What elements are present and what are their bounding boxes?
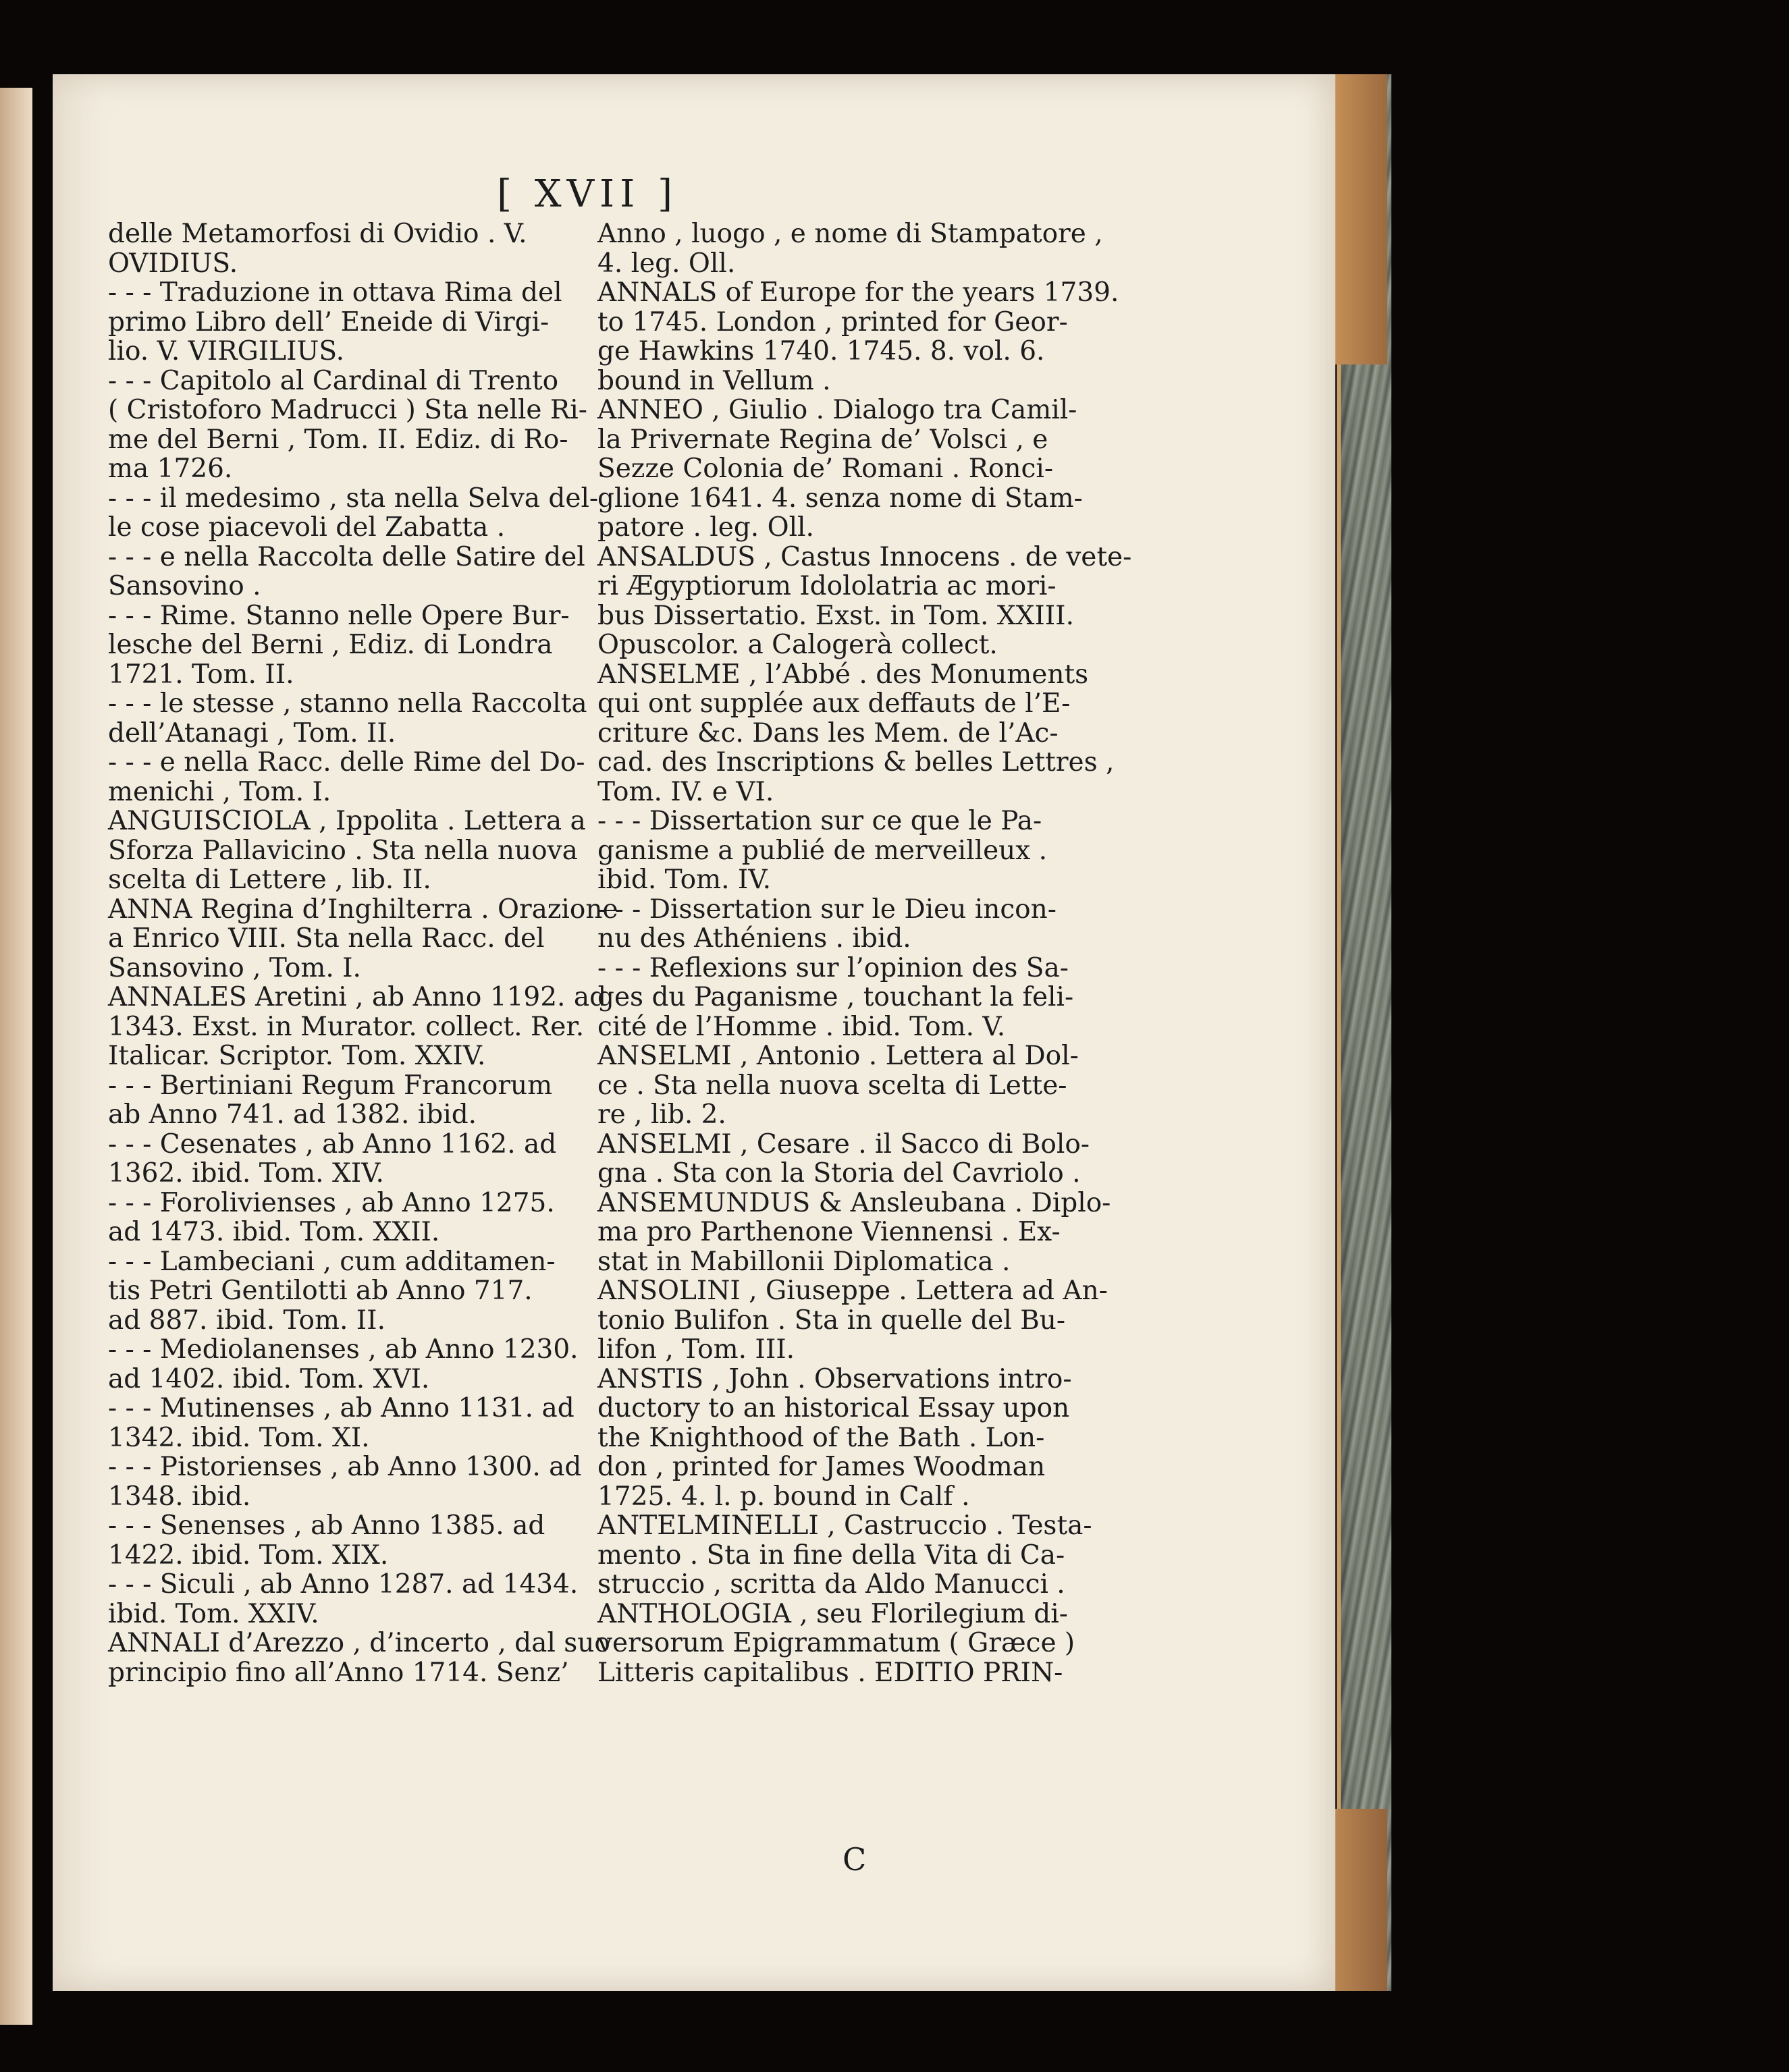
right-column-line: ANSELME , l’Abbé . des Monuments xyxy=(597,659,1089,690)
left-column-line: 1422. ibid. Tom. XIX. xyxy=(108,1539,389,1571)
right-column-line: ANTELMINELLI , Castruccio . Testa- xyxy=(597,1510,1092,1541)
left-column-line: dell’Atanagi , Tom. II. xyxy=(108,717,396,748)
right-column-line: cité de l’Homme . ibid. Tom. V. xyxy=(597,1011,1006,1042)
right-column-line: ANNALS of Europe for the years 1739. xyxy=(597,277,1119,308)
left-column-line: a Enrico VIII. Sta nella Racc. del xyxy=(108,923,545,954)
left-column-line: 1348. ibid. xyxy=(108,1481,251,1512)
left-column-line: - - - Rime. Stanno nelle Opere Bur- xyxy=(108,600,570,631)
right-column-line: cad. des Inscriptions & belles Lettres , xyxy=(597,747,1115,778)
right-column-line: qui ont supplée aux deffauts de l’E- xyxy=(597,688,1071,719)
left-column-line: 1343. Exst. in Murator. collect. Rer. xyxy=(108,1011,585,1042)
right-column-line: Tom. IV. e VI. xyxy=(597,776,774,807)
left-column-line: lesche del Berni , Ediz. di Londra xyxy=(108,630,553,660)
left-column-line: ma 1726. xyxy=(108,454,233,484)
right-column-line: ANSTIS , John . Observations intro- xyxy=(597,1363,1072,1394)
left-column-line: - - - e nella Racc. delle Rime del Do- xyxy=(108,747,585,778)
right-column-line: Opuscolor. a Calogerà collect. xyxy=(597,630,998,660)
right-column-line: bound in Vellum . xyxy=(597,365,831,396)
left-column-line: - - - Bertiniani Regum Francorum xyxy=(108,1070,553,1101)
left-column-line: 1721. Tom. II. xyxy=(108,659,294,690)
right-column-line: bus Dissertatio. Exst. in Tom. XXIII. xyxy=(597,600,1074,631)
left-column-line: - - - le stesse , stanno nella Raccolta xyxy=(108,688,587,719)
right-column-line: gna . Sta con la Storia del Cavriolo . xyxy=(597,1158,1081,1189)
left-column-line: - - - Pistorienses , ab Anno 1300. ad xyxy=(108,1452,582,1482)
right-column-line: ge Hawkins 1740. 1745. 8. vol. 6. xyxy=(597,336,1045,366)
right-column-line: ges du Paganisme , touchant la feli- xyxy=(597,982,1074,1012)
right-column-line: criture &c. Dans les Mem. de l’Ac- xyxy=(597,717,1059,748)
right-column-line: to 1745. London , printed for Geor- xyxy=(597,306,1068,337)
left-column-line: - - - Senenses , ab Anno 1385. ad xyxy=(108,1510,545,1541)
left-column-line: ad 1402. ibid. Tom. XVI. xyxy=(108,1363,430,1394)
right-column-line: ANSALDUS , Castus Innocens . de vete- xyxy=(597,541,1132,572)
left-column-line: scelta di Lettere , lib. II. xyxy=(108,865,431,895)
left-column-line: Italicar. Scriptor. Tom. XXIV. xyxy=(108,1041,486,1071)
right-column-line: - - - Dissertation sur le Dieu incon- xyxy=(597,894,1057,925)
right-column-line: 1725. 4. l. p. bound in Calf . xyxy=(597,1481,970,1512)
right-column-line: ANTHOLOGIA , seu Florilegium di- xyxy=(597,1598,1068,1629)
right-column-line: ganisme a publié de merveilleux . xyxy=(597,835,1048,866)
left-column-line: Sforza Pallavicino . Sta nella nuova xyxy=(108,835,578,866)
left-column-line: 1342. ibid. Tom. XI. xyxy=(108,1422,370,1453)
right-column-line: don , printed for James Woodman xyxy=(597,1452,1046,1482)
left-column-line: ab Anno 741. ad 1382. ibid. xyxy=(108,1099,477,1130)
left-column xyxy=(108,219,618,1688)
right-column-line: ce . Sta nella nuova scelta di Lette- xyxy=(597,1070,1067,1101)
right-column-line: struccio , scritta da Aldo Manucci . xyxy=(597,1569,1065,1600)
right-column-line: ANSEMUNDUS & Ansleubana . Diplo- xyxy=(597,1187,1111,1218)
left-column-line: - - - Forolivienses , ab Anno 1275. xyxy=(108,1187,555,1218)
left-column-line: - - - il medesimo , sta nella Selva del- xyxy=(108,483,599,514)
left-column-line: ANNALI d’Arezzo , d’incerto , dal suo xyxy=(108,1628,610,1658)
right-column xyxy=(597,219,1132,1688)
left-column-line: - - - Traduzione in ottava Rima del xyxy=(108,277,562,308)
right-column-line: - - - Dissertation sur ce que le Pa- xyxy=(597,806,1042,836)
right-column-line: glione 1641. 4. senza nome di Stam- xyxy=(597,483,1083,514)
right-column-line: lifon , Tom. III. xyxy=(597,1334,795,1365)
right-column-line: tonio Bulifon . Sta in quelle del Bu- xyxy=(597,1305,1066,1336)
left-column-line: primo Libro dell’ Eneide di Virgi- xyxy=(108,306,550,337)
right-column-line: mento . Sta in fine della Vita di Ca- xyxy=(597,1539,1065,1571)
right-column-line: the Knighthood of the Bath . Lon- xyxy=(597,1422,1045,1453)
right-column-line: nu des Athéniens . ibid. xyxy=(597,923,911,954)
right-column-line: Sezze Colonia de’ Romani . Ronci- xyxy=(597,454,1054,484)
left-column-line: Sansovino . xyxy=(108,571,261,601)
left-column-line: - - - e nella Raccolta delle Satire del xyxy=(108,541,585,572)
left-column-line: ANNA Regina d’Inghilterra . Orazione xyxy=(108,894,618,925)
right-column-line: 4. leg. Oll. xyxy=(597,248,736,279)
left-column-line: menichi , Tom. I. xyxy=(108,776,331,807)
right-column-line: re , lib. 2. xyxy=(597,1099,726,1130)
right-column-line: ductory to an historical Essay upon xyxy=(597,1393,1070,1423)
left-column-line: 1362. ibid. Tom. XIV. xyxy=(108,1158,384,1189)
left-column-line: le cose piacevoli del Zabatta . xyxy=(108,512,506,543)
right-column-line: ANSOLINI , Giuseppe . Lettera ad An- xyxy=(597,1276,1108,1306)
right-column-line: versorum Epigrammatum ( Græce ) xyxy=(597,1628,1075,1658)
right-column-line: stat in Mabillonii Diplomatica . xyxy=(597,1246,1011,1277)
right-column-line: ANNEO , Giulio . Dialogo tra Camil- xyxy=(597,395,1077,425)
left-column-line: - - - Lambeciani , cum additamen- xyxy=(108,1246,556,1277)
left-column-line: ANNALES Aretini , ab Anno 1192. ad xyxy=(108,982,607,1012)
right-column-line: ANSELMI , Cesare . il Sacco di Bolo- xyxy=(597,1128,1090,1160)
left-column-line: me del Berni , Tom. II. Ediz. di Ro- xyxy=(108,424,568,455)
left-column-line: ibid. Tom. XXIV. xyxy=(108,1598,319,1629)
right-column-line: ri Ægyptiorum Idololatria ac mori- xyxy=(597,571,1057,601)
left-column-line: ( Cristoforo Madrucci ) Sta nelle Ri- xyxy=(108,395,587,425)
left-column-line: ad 1473. ibid. Tom. XXII. xyxy=(108,1217,440,1247)
left-column-line: OVIDIUS. xyxy=(108,248,238,279)
previous-page-edge xyxy=(0,88,32,2025)
right-column-line: Litteris capitalibus . EDITIO PRIN- xyxy=(597,1657,1063,1688)
left-column-line: principio fino all’Anno 1714. Senz’ xyxy=(108,1657,569,1688)
page-header: [ XVII ] xyxy=(497,172,678,216)
right-column-line: la Privernate Regina de’ Volsci , e xyxy=(597,424,1048,455)
left-column-line: tis Petri Gentilotti ab Anno 717. xyxy=(108,1276,533,1306)
right-column-line: ibid. Tom. IV. xyxy=(597,865,772,895)
leather-corner-top xyxy=(1335,74,1387,364)
left-column-line: - - - Mutinenses , ab Anno 1131. ad xyxy=(108,1393,575,1423)
left-column-line: - - - Siculi , ab Anno 1287. ad 1434. xyxy=(108,1569,579,1600)
right-column-line: Anno , luogo , e nome di Stampatore , xyxy=(597,219,1103,249)
left-column-line: Sansovino , Tom. I. xyxy=(108,952,361,983)
left-column-line: delle Metamorfosi di Ovidio . V. xyxy=(108,219,527,249)
left-column-line: - - - Mediolanenses , ab Anno 1230. xyxy=(108,1334,579,1365)
left-column-line: ad 887. ibid. Tom. II. xyxy=(108,1305,385,1336)
left-column-line: lio. V. VIRGILIUS. xyxy=(108,336,345,366)
right-column-line: - - - Reflexions sur l’opinion des Sa- xyxy=(597,952,1069,983)
leather-corner-bottom xyxy=(1335,1809,1387,1991)
right-column-line: ma pro Parthenone Viennensi . Ex- xyxy=(597,1217,1061,1247)
left-column-line: - - - Cesenates , ab Anno 1162. ad xyxy=(108,1128,557,1160)
right-column-line: patore . leg. Oll. xyxy=(597,512,814,543)
right-column-line: ANSELMI , Antonio . Lettera al Dol- xyxy=(597,1041,1079,1071)
left-column-line: ANGUISCIOLA , Ippolita . Lettera a xyxy=(108,806,586,836)
signature-mark: C xyxy=(843,1841,867,1878)
left-column-line: - - - Capitolo al Cardinal di Trento xyxy=(108,365,559,396)
